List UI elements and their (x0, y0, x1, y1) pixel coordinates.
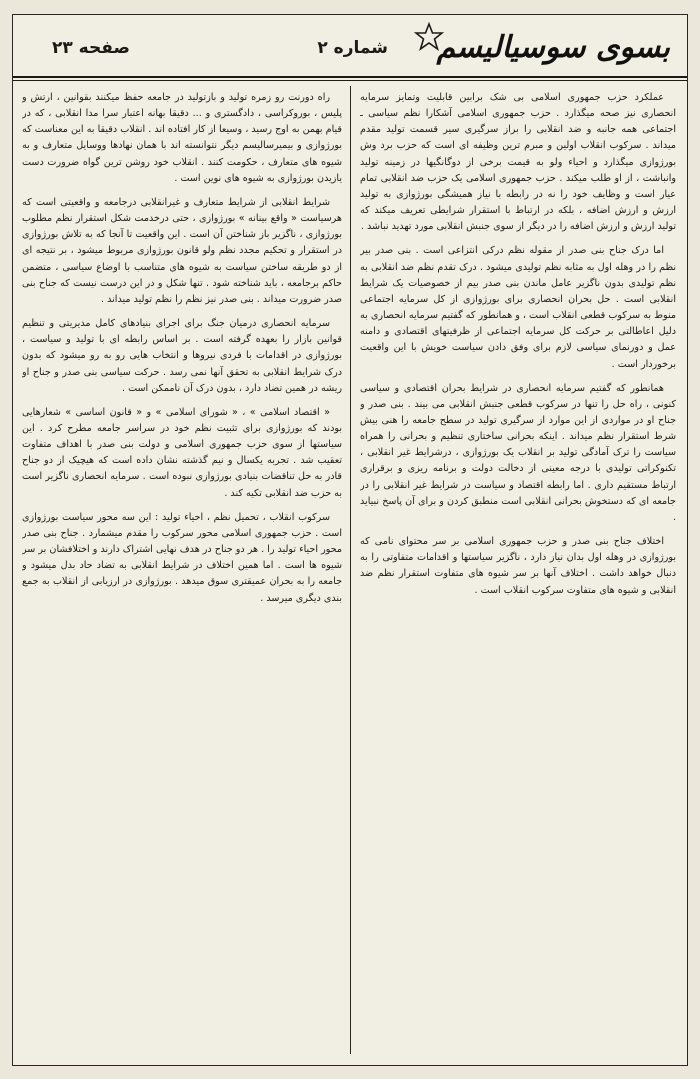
paragraph: شرایط انقلابی از شرایط متعارف و غیرانقلابی درجامعه و واقعیتی است که هرسیاست « واقع بینانه » بورژوازی ، حتی درخدمت شکل استقرار نظم مطلوب بورژوازی ، ناگزیر باز شناختن آن است . این واقعیت تا آنجا که به تلاش بورژوازی در استقرار و تحکیم مجدد نظم ولو قانون بورژوازی مربوط میشود ، بر نتیجه ای از دو طریقه ساختن سیاست به شیوه های متناسب با اوضاع سیاسی ، متضمن حاکم برجامعه ، باید شناخته شود . تنها شکل و در این درست نیست که جناح بنی صدر ضرورت میداند . بنی صدر نیز نظم را نظم تولید میداند . (22, 196, 342, 305)
masthead-title: بسوی سوسیالیسم (436, 30, 670, 65)
issue-number: شماره ۲ (317, 38, 388, 58)
column-divider (350, 86, 351, 1054)
header-rule (12, 76, 688, 78)
newspaper-page (12, 14, 688, 1066)
paragraph: همانطور که گفتیم سرمایه انحصاری در شرایط بحران اقتصادی و سیاسی کنونی ، راه حل را تنها در سرکوب قطعی جنبش انقلابی می بیند . بنی صدر و جناح او در مواردی از این موارد از سرگیری تولید در سطح جامعه را هنی بیش شرط استقرار نظم میداند . اینکه بحرانی ساختاری تنظیم و بحرانی را همراه سیاست را ترک آمادگی تولید بر انقلاب یک بورژوازی ، درشرایط غیر انقلابی ، تکنوکراتی تولیدی با درجه معینی از دخالت دولت و برنامه ریزی و برقراری ارتباط مستقیم داری . اما رابطه اقتصاد و سیاست در شرایط غیر انقلابی را در جامعه ای که دستخوش بحرانی انقلابی است منطبق کردن و برای آن پاسخ نبیاید . (360, 382, 676, 523)
paragraph: « اقتصاد اسلامی » ، « شورای اسلامی » و « قانون اساسی » شعارهایی بودند که بورژوازی برای تثبیت نظم خود در سراسر جامعه مطرح کرد . این سیاستها از سوی حزب جمهوری اسلامی و دولت بنی صدر با اهداف متفاوت تعقیب شد . تجربه یکسال و نیم گذشته نشان داده است که هیچیک از دو جناح قادر به حل تناقضات بنیادی بورژوازی نبوده است . سرمایه انحصاری ناگزیر است به حزب ضد انقلابی تکیه کند . (22, 406, 342, 499)
right-column (360, 90, 676, 1050)
paragraph: راه دورنت رو زمره تولید و بازتولید در جامعه حفظ میکنند بقوانین ، ارتش و پلیس ، بوروکراسی ، دادگستری و ... دقیقا بهانه اعتبار سرا مدا انقلابی ، که در قیام بهمن به اوج رسید ، وسیعا از کار افتاده اند . انقلاب دقیقا به این معناست که بورژوازی و بیمیرسالیسم دیگر نتوانسته اند با همان نهادها ووسایل متعارف و به شیوه های متعارف ، حکومت کنند . انقلاب خود روشن ترین گواه ضرورت دست یازیدن بورژوازی به شیوه های نوین است . (22, 92, 342, 184)
page-header (12, 14, 688, 76)
paragraph: سرمایه انحصاری درمیان جنگ برای اجرای بنیادهای کامل مدیریتی و تنظیم قوانین بازار را بعهده گرفته است . بر اساس رابطه ای با تولید و سیاست ، بورژوازی در اقدامات با فردی نیروها و انتخاب هایی رو به رو میشود که بدون درک شرایط انقلابی به تحقق آنها نمی رسد . حرکت سیاسی بنی صدر و جناح او ریشه در همین تضاد دارد ، بدون درک آن ناممکن است . (22, 318, 342, 394)
paragraph: اختلاف جناح بنی صدر و حزب جمهوری اسلامی بر سر محتوای نامی که بورژوازی در وهله اول بدان نیاز دارد ، ناگزیر سیاستها و اقدامات متفاوتی را به دنبال خواهد داشت . اختلاف آنها بر سر شیوه های متفاوت استقرار نظم ضد انقلابی و شیوه های متفاوت سرکوب انقلاب است . (360, 536, 676, 596)
left-column (22, 90, 342, 1050)
star-icon (414, 22, 444, 52)
paragraph: اما درک جناح بنی صدر از مقوله نظم درکی انتزاعی است . بنی صدر بیر نظم را در وهله اول به مثابه نظم تولیدی میشود . درک تقدم نظم ضد انقلابی به نظم تولیدی بدون ناگزیر عامل ماندن بنی صدر بیم از خصوصیات یک شرایط انقلابی است . حل بحران انحصاری برای بورژوازی از کل سرمایه اجتماعی منوط به سرکوب قطعی انقلاب است ، و همانطور که گفتیم سرمایه انحصاری به دلیل اعاطالتی بر حرکت کل سرمایه اجتماعی از ظرفیتهای اقتصادی و دامنه عمل و دورنمای سیاسی لازم برای وفق دادن سیاست خویش با این واقعیت برخوردار است . (360, 245, 676, 370)
paragraph: سرکوب انقلاب ، تحمیل نظم ، احیاء تولید : این سه محور سیاست بورژوازی است . حزب جمهوری اسلامی محور سرکوب را مقدم میشمارد . جناح بنی صدر محور احیاء تولید را . هر دو جناح در هدف نهایی اشتراک دارند و اختلافشان بر سر شیوه ها است . اما همین اختلاف در شرایط انقلابی به تضاد حاد بدل میشود و جامعه را به بحران عمیقتری سوق میدهد . بورژوازی در ارزیابی از انقلاب به جمع بندی دیگری میرسد . (22, 511, 342, 604)
header-rule-thin (12, 80, 688, 81)
paragraph: عملکرد حزب جمهوری اسلامی بی شک برابین قابلیت وتمایز سرمایه انحصاری نیز صحه میگذارد . حزب جمهوری اسلامی آشکارا نظم سیاسی ـ اجتماعی همه جانبه و ضد انقلابی را براز سرگیری سیر قسمت تولید مقدم میداند . سرکوب انقلاب اولین و مبرم ترین وظیفه ای است که حزب برد وش بورژوازی میگذارد و احیاء ولو به قیمت برخی از دوگانگیها در زمینه تولید وانباشت ، از او طلب میکند . حزب جمهوری اسلامی یک حزب ضد انقلابی تمام عیار است و وظایف خود را نه در رابطه با نیاز همیشگی بورژوازی به تولید ارزش و ارزش اضافه ، بلکه در ارتباط با استقرار شرایطی تعریف میکند که تولید ارزش و ارزش اضافه را در دیگر از سوی جنبش انقلابی مورد تهدید نباشد . (360, 92, 676, 233)
page-number: صفحه ۲۳ (52, 38, 130, 58)
